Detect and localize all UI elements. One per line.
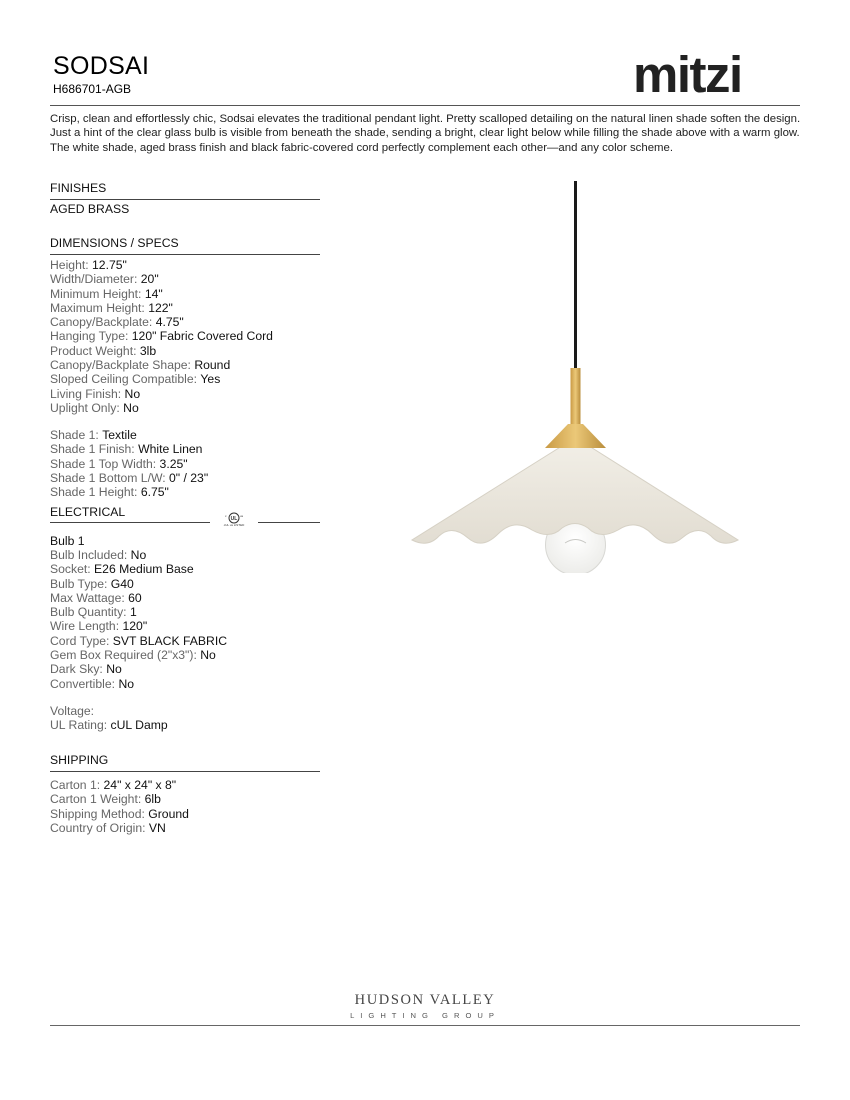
- spec-label: Carton 1 Weight:: [50, 792, 142, 807]
- spec-row: [50, 591, 227, 605]
- spec-row: [50, 372, 273, 386]
- footer-subbrand: LIGHTING GROUP: [350, 1011, 500, 1020]
- spec-value: Textile: [102, 428, 137, 442]
- electrical-heading: ELECTRICAL: [50, 505, 126, 519]
- spec-value: 3.25": [159, 456, 188, 471]
- spec-value: 120": [122, 619, 148, 634]
- spec-value: 120" Fabric Covered Cord: [131, 329, 273, 344]
- spec-value: Round: [194, 358, 231, 373]
- ul-listed-label: cUL us LISTED: [223, 523, 245, 527]
- spec-label: Socket:: [50, 562, 91, 577]
- spec-value: No: [130, 548, 147, 562]
- product-title: SODSAI: [53, 52, 150, 80]
- finishes-heading: FINISHES: [50, 181, 107, 195]
- spec-row: [50, 315, 273, 329]
- spec-row: [50, 287, 273, 301]
- spec-label: Shade 1 Finish:: [50, 442, 135, 457]
- spec-value: 20": [140, 272, 159, 287]
- spec-value: 14": [144, 286, 163, 301]
- spec-row: [50, 648, 227, 662]
- spec-label: UL Rating:: [50, 718, 108, 733]
- electrical-divider-left: [50, 522, 210, 523]
- spec-row: [50, 485, 208, 499]
- spec-label: Bulb Type:: [50, 576, 108, 591]
- spec-label: Bulb Quantity:: [50, 605, 127, 620]
- spec-row: [50, 605, 227, 619]
- spec-label: Minimum Height:: [50, 286, 142, 301]
- svg-text:c: c: [225, 514, 227, 518]
- spec-row: [50, 562, 227, 576]
- spec-row: [50, 718, 168, 732]
- spec-row: [50, 807, 189, 821]
- spec-row: [50, 548, 227, 562]
- spec-label: Maximum Height:: [50, 300, 145, 315]
- spec-value: 12.75": [92, 258, 127, 272]
- shipping-divider: [50, 771, 320, 772]
- spec-value: 60: [128, 590, 142, 605]
- spec-row: [50, 258, 273, 272]
- spec-row: [50, 677, 227, 691]
- finishes-divider: [50, 199, 320, 200]
- svg-text:UL: UL: [230, 516, 238, 522]
- spec-row: [50, 457, 208, 471]
- spec-value: Yes: [200, 372, 221, 387]
- spec-row: [50, 662, 227, 676]
- finishes-value: [50, 202, 129, 216]
- svg-text:us: us: [240, 514, 244, 518]
- product-description: Crisp, clean and effortlessly chic, Sodsai elevates the traditional pendant light. Pretty scalloped detailing on the natural linen shade soften the design. Just a hint of the clear glass bulb is visible from beneath the shade, sending a bright, clear light below while filling the shade above with a warm glow. The white shade, aged brass finish and black fabric-covered cord perfectly complement each other—and any color scheme.: [50, 113, 801, 154]
- spec-value: 6lb: [144, 792, 161, 807]
- spec-value: cUL Damp: [110, 718, 168, 733]
- spec-label: Sloped Ceiling Compatible:: [50, 372, 198, 387]
- brand-logo: mitzi: [633, 46, 742, 103]
- spec-label: Shade 1 Bottom L/W:: [50, 470, 166, 485]
- spec-label: Carton 1:: [50, 778, 101, 792]
- spec-row: [50, 272, 273, 286]
- spec-label: Shade 1:: [50, 428, 99, 442]
- bulb-title: [50, 534, 85, 548]
- bulb-title-text: Bulb 1: [50, 534, 85, 548]
- electrical-list: [50, 548, 227, 691]
- spec-row: [50, 401, 273, 415]
- spec-label: Max Wattage:: [50, 590, 125, 605]
- electrical-divider-right: [258, 522, 320, 523]
- footer-brand: HUDSON VALLEY: [354, 992, 496, 1008]
- spec-label: Product Weight:: [50, 343, 137, 358]
- spec-label: Hanging Type:: [50, 329, 129, 344]
- spec-row: [50, 634, 227, 648]
- spec-value: No: [200, 648, 216, 663]
- spec-value: No: [118, 676, 135, 691]
- voltage-list: [50, 704, 168, 733]
- dimensions-heading: DIMENSIONS / SPECS: [50, 236, 179, 250]
- spec-label: Living Finish:: [50, 386, 122, 401]
- spec-label: Voltage:: [50, 704, 95, 718]
- spec-value: 1: [129, 605, 137, 620]
- spec-label: Canopy/Backplate Shape:: [50, 358, 191, 373]
- spec-row: [50, 778, 189, 792]
- spec-value: No: [106, 662, 122, 677]
- spec-value: No: [124, 386, 141, 401]
- spec-row: [50, 471, 208, 485]
- spec-label: Shade 1 Top Width:: [50, 456, 157, 471]
- dimensions-divider: [50, 254, 320, 255]
- spec-row: [50, 821, 189, 835]
- shipping-heading: SHIPPING: [50, 753, 109, 767]
- ul-listed-icon: [222, 512, 246, 527]
- spec-value: E26 Medium Base: [94, 562, 194, 577]
- dimensions-list: [50, 258, 273, 415]
- spec-row: [50, 358, 273, 372]
- spec-label: Bulb Included:: [50, 548, 128, 562]
- spec-value: No: [123, 400, 139, 415]
- spec-value: White Linen: [138, 442, 203, 457]
- footer-divider: [50, 1025, 800, 1026]
- spec-label: Width/Diameter:: [50, 272, 138, 287]
- spec-row: [50, 387, 273, 401]
- spec-value: 0" / 23": [169, 470, 209, 485]
- spec-value: G40: [110, 576, 134, 591]
- spec-row: [50, 301, 273, 315]
- spec-label: Height:: [50, 258, 89, 272]
- spec-value: 24" x 24" x 8": [103, 778, 177, 792]
- spec-value: 4.75": [155, 315, 184, 330]
- spec-row: [50, 329, 273, 343]
- spec-value: VN: [148, 820, 166, 835]
- spec-label: Uplight Only:: [50, 400, 120, 415]
- spec-label: Dark Sky:: [50, 662, 103, 677]
- spec-label: Shade 1 Height:: [50, 485, 138, 500]
- spec-value: 3lb: [139, 343, 157, 358]
- spec-row: [50, 344, 273, 358]
- pendant-lamp-icon: [400, 178, 750, 573]
- shade-list: [50, 428, 208, 499]
- spec-row: [50, 442, 208, 456]
- header-divider: [50, 105, 800, 106]
- spec-row: [50, 704, 168, 718]
- spec-label: Country of Origin:: [50, 820, 146, 835]
- spec-label: Shipping Method:: [50, 806, 145, 821]
- shipping-list: [50, 778, 189, 835]
- spec-row: [50, 577, 227, 591]
- spec-value: 122": [148, 300, 173, 315]
- spec-value: Ground: [148, 806, 189, 821]
- spec-label: Canopy/Backplate:: [50, 315, 153, 330]
- product-sku: H686701-AGB: [53, 82, 132, 96]
- spec-row: [50, 428, 208, 442]
- spec-label: Cord Type:: [50, 633, 110, 648]
- spec-row: [50, 792, 189, 806]
- spec-row: [50, 619, 227, 633]
- finish-value: AGED BRASS: [50, 202, 130, 216]
- spec-label: Gem Box Required (2"x3"):: [50, 648, 197, 663]
- spec-label: Convertible:: [50, 676, 116, 691]
- spec-label: Wire Length:: [50, 619, 120, 634]
- spec-value: SVT BLACK FABRIC: [112, 633, 228, 648]
- spec-value: 6.75": [140, 485, 169, 500]
